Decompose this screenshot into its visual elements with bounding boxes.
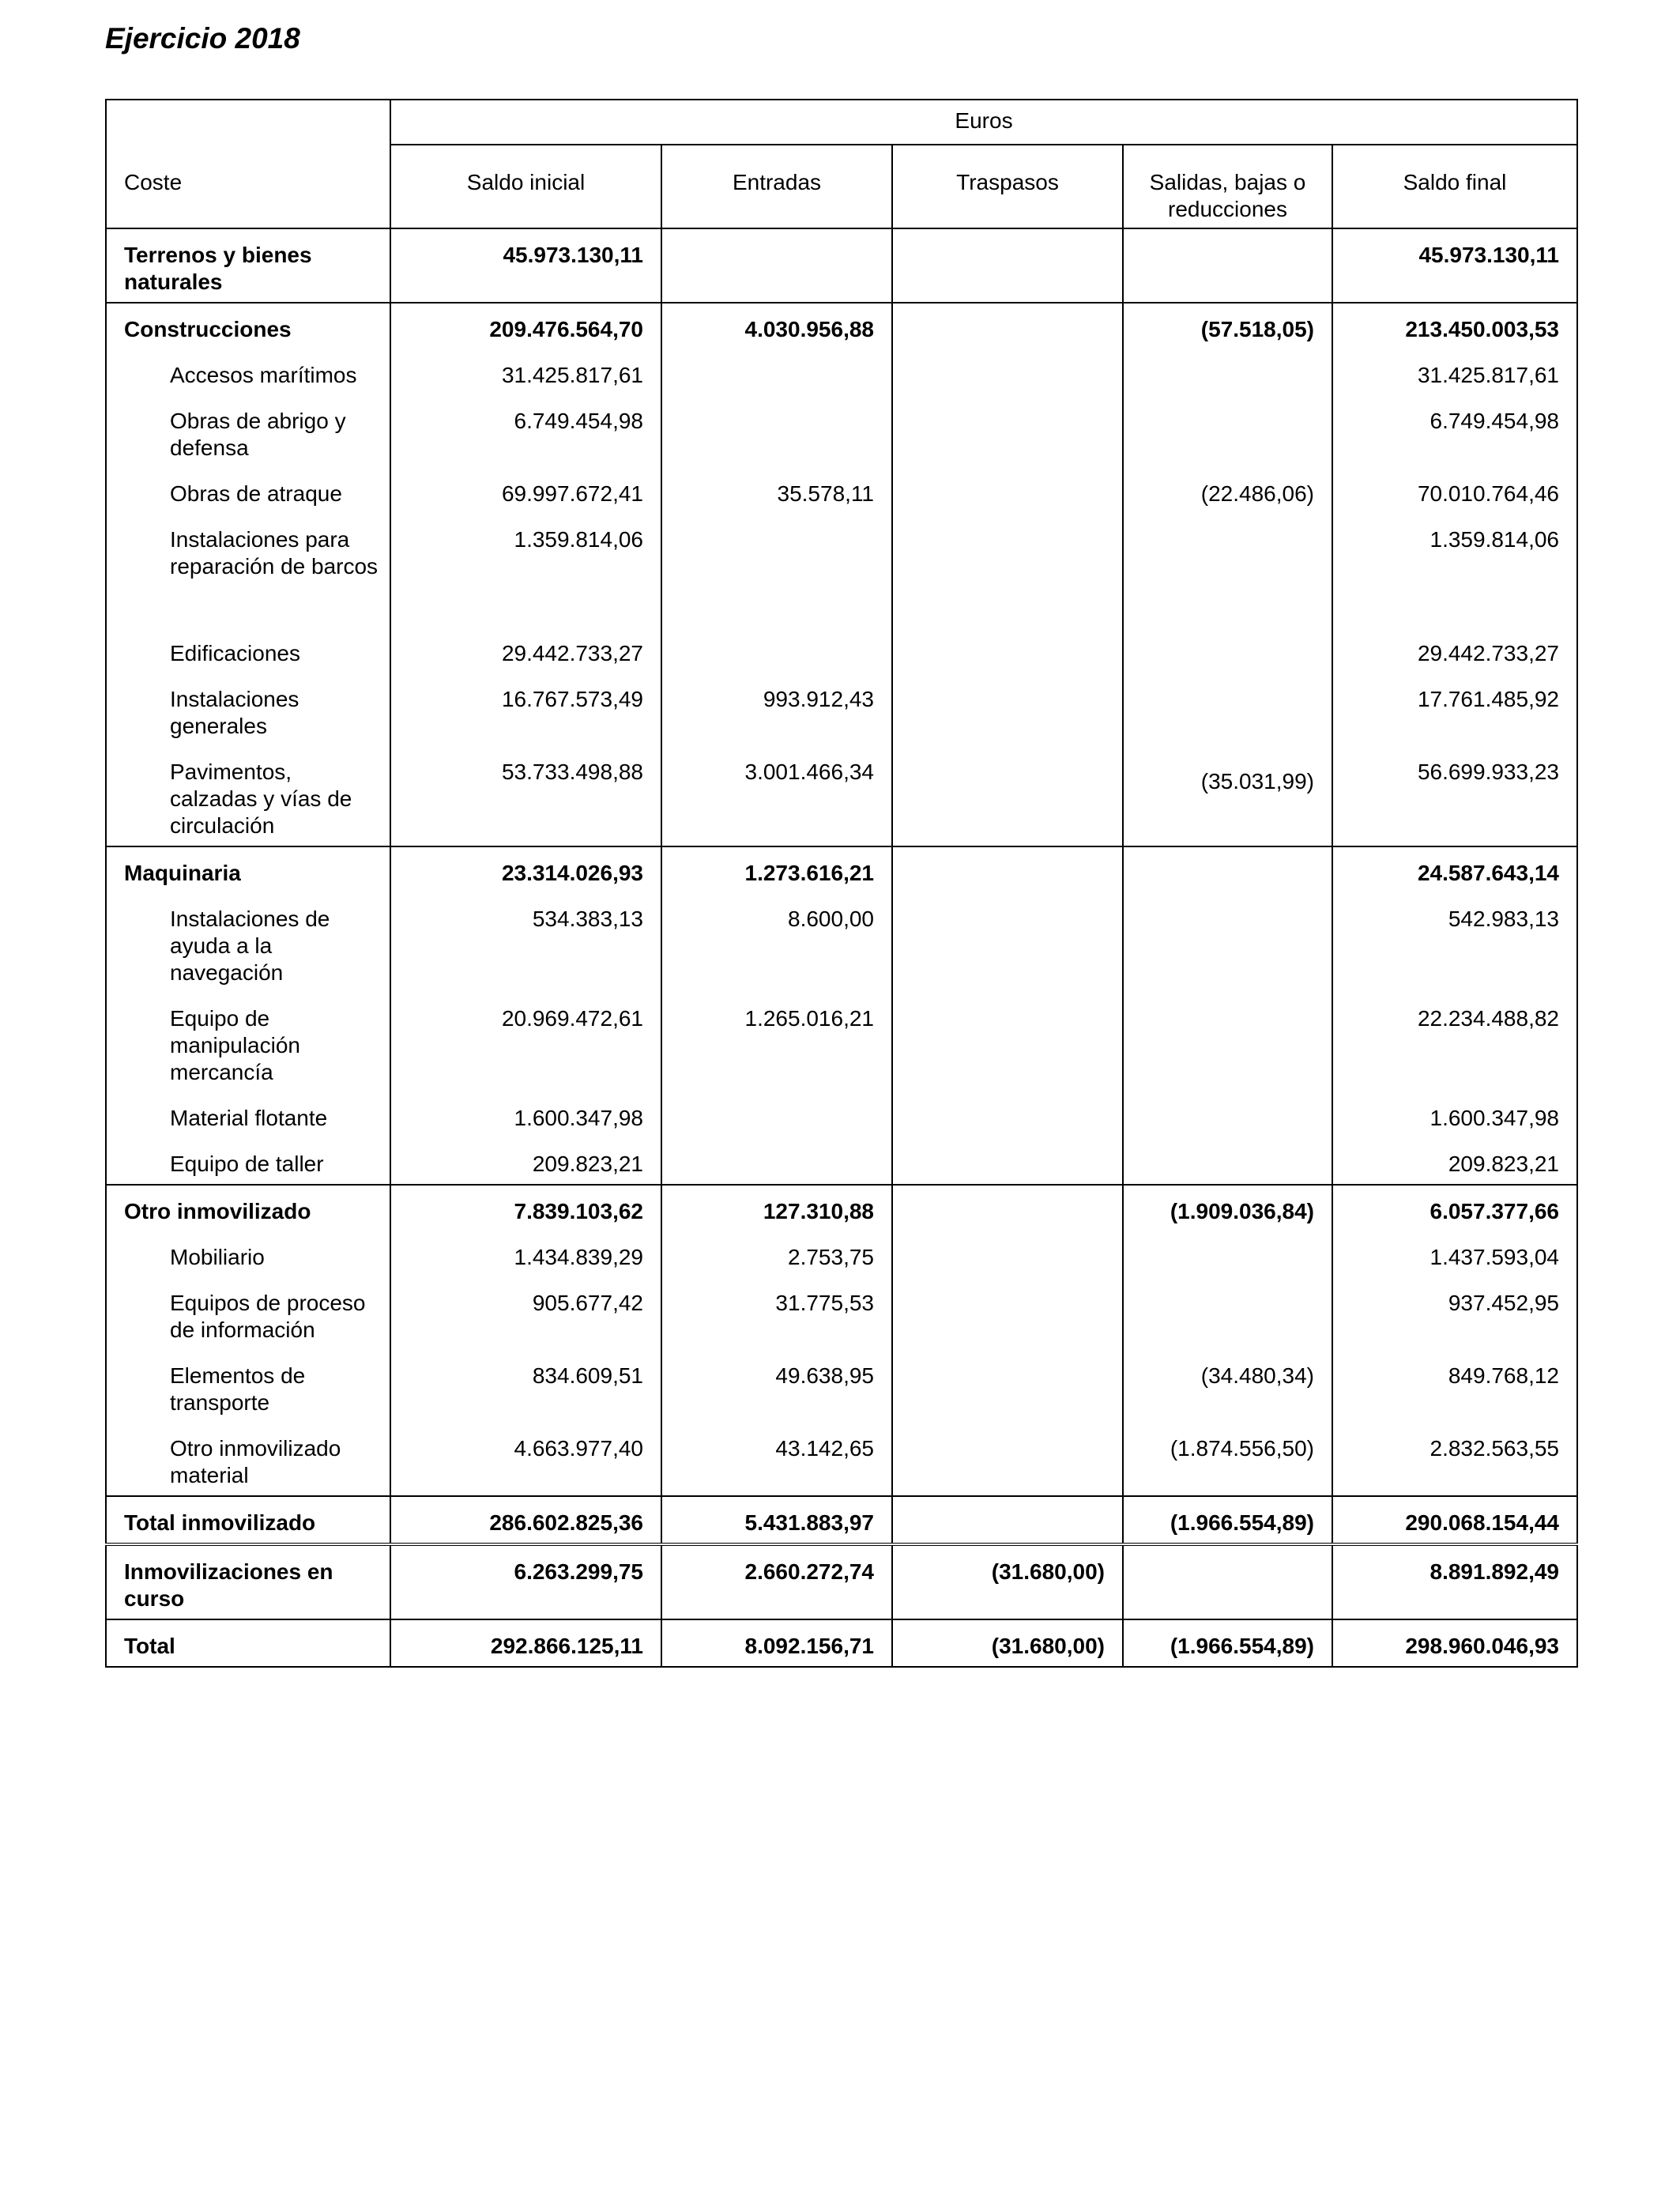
table-row — [106, 228, 1577, 303]
row-value: 4.663.977,40 — [390, 1423, 661, 1496]
row-value: 213.450.003,53 — [1332, 303, 1577, 349]
row-value: 45.973.130,11 — [390, 228, 661, 303]
row-value: 1.359.814,06 — [1332, 514, 1577, 628]
row-label: Obras de abrigo y defensa — [106, 395, 390, 468]
table-row — [106, 846, 1577, 893]
row-label: Elementos de transporte — [106, 1350, 390, 1423]
row-value: 286.602.825,36 — [390, 1496, 661, 1544]
row-value: 905.677,42 — [390, 1277, 661, 1350]
row-value — [892, 514, 1123, 628]
row-value — [892, 395, 1123, 468]
table-row — [106, 1496, 1577, 1544]
table-row — [106, 1231, 1577, 1277]
row-value: 1.265.016,21 — [661, 993, 892, 1092]
table-row — [106, 303, 1577, 349]
row-value — [1123, 893, 1332, 993]
table-row — [106, 673, 1577, 746]
row-value: 292.866.125,11 — [390, 1619, 661, 1667]
table-row — [106, 1277, 1577, 1350]
row-label: Edificaciones — [106, 628, 390, 673]
row-value — [892, 1350, 1123, 1423]
row-value — [1123, 1231, 1332, 1277]
row-value: 209.476.564,70 — [390, 303, 661, 349]
row-label: Instalaciones de ayuda a la navegación — [106, 893, 390, 993]
row-value — [1123, 673, 1332, 746]
table-row — [106, 993, 1577, 1092]
row-label: Inmovilizaciones en curso — [106, 1544, 390, 1619]
row-value: (1.874.556,50) — [1123, 1423, 1332, 1496]
col-header-traspasos: Traspasos — [892, 145, 1123, 228]
row-value: 5.431.883,97 — [661, 1496, 892, 1544]
row-value — [1123, 349, 1332, 395]
col-header-entradas: Entradas — [661, 145, 892, 228]
row-value — [661, 1138, 892, 1185]
row-value — [1123, 395, 1332, 468]
row-value — [892, 1423, 1123, 1496]
row-value: 1.600.347,98 — [1332, 1092, 1577, 1138]
row-label: Total — [106, 1619, 390, 1667]
row-value — [892, 746, 1123, 846]
row-value — [892, 1092, 1123, 1138]
row-value — [661, 228, 892, 303]
row-value — [1123, 846, 1332, 893]
table-row — [106, 1350, 1577, 1423]
row-value — [892, 468, 1123, 514]
table-row — [106, 349, 1577, 395]
row-label: Instalaciones generales — [106, 673, 390, 746]
row-value: 3.001.466,34 — [661, 746, 892, 846]
table-row — [106, 1544, 1577, 1619]
table-row — [106, 628, 1577, 673]
row-value: (57.518,05) — [1123, 303, 1332, 349]
table-row — [106, 1185, 1577, 1231]
row-label: Instalaciones para reparación de barcos — [106, 514, 390, 628]
row-value: 4.030.956,88 — [661, 303, 892, 349]
coste-header: Coste — [106, 100, 390, 228]
table-row — [106, 1619, 1577, 1667]
row-label: Total inmovilizado — [106, 1496, 390, 1544]
row-value: 6.749.454,98 — [390, 395, 661, 468]
row-value: 16.767.573,49 — [390, 673, 661, 746]
row-label: Accesos marítimos — [106, 349, 390, 395]
row-value — [892, 993, 1123, 1092]
row-label: Equipo de manipulación mercancía — [106, 993, 390, 1092]
row-value: 1.434.839,29 — [390, 1231, 661, 1277]
row-value — [892, 1231, 1123, 1277]
row-value: (22.486,06) — [1123, 468, 1332, 514]
row-value: 31.425.817,61 — [390, 349, 661, 395]
row-value: 2.660.272,74 — [661, 1544, 892, 1619]
row-label: Equipo de taller — [106, 1138, 390, 1185]
col-header-saldo-final: Saldo final — [1332, 145, 1577, 228]
row-value: 1.273.616,21 — [661, 846, 892, 893]
row-value: 2.753,75 — [661, 1231, 892, 1277]
row-value: (34.480,34) — [1123, 1350, 1332, 1423]
row-value: 29.442.733,27 — [390, 628, 661, 673]
row-value — [892, 846, 1123, 893]
row-value: 834.609,51 — [390, 1350, 661, 1423]
table-row — [106, 395, 1577, 468]
row-value: 69.997.672,41 — [390, 468, 661, 514]
col-header-saldo-inicial: Saldo inicial — [390, 145, 661, 228]
row-value: 8.600,00 — [661, 893, 892, 993]
page-title: Ejercicio 2018 — [105, 22, 300, 55]
row-value — [892, 349, 1123, 395]
row-value: 31.775,53 — [661, 1277, 892, 1350]
table-row — [106, 1092, 1577, 1138]
row-label: Construcciones — [106, 303, 390, 349]
row-value: 49.638,95 — [661, 1350, 892, 1423]
row-value — [1123, 514, 1332, 628]
row-value — [892, 673, 1123, 746]
row-label: Equipos de proceso de información — [106, 1277, 390, 1350]
row-value: 22.234.488,82 — [1332, 993, 1577, 1092]
row-value: 53.733.498,88 — [390, 746, 661, 846]
row-value — [1123, 228, 1332, 303]
row-value — [661, 628, 892, 673]
row-value: 2.832.563,55 — [1332, 1423, 1577, 1496]
row-value: 209.823,21 — [390, 1138, 661, 1185]
row-value — [1123, 1092, 1332, 1138]
row-value: 35.578,11 — [661, 468, 892, 514]
row-value: 17.761.485,92 — [1332, 673, 1577, 746]
row-value — [892, 628, 1123, 673]
row-label: Mobiliario — [106, 1231, 390, 1277]
row-value — [661, 1092, 892, 1138]
row-value: 45.973.130,11 — [1332, 228, 1577, 303]
row-value — [1123, 1138, 1332, 1185]
row-label: Maquinaria — [106, 846, 390, 893]
row-value — [892, 1138, 1123, 1185]
row-value: 298.960.046,93 — [1332, 1619, 1577, 1667]
row-value — [661, 349, 892, 395]
table-row — [106, 893, 1577, 993]
row-label: Terrenos y bienes naturales — [106, 228, 390, 303]
row-value — [1123, 628, 1332, 673]
row-value: (1.909.036,84) — [1123, 1185, 1332, 1231]
table-row — [106, 468, 1577, 514]
fixed-assets-table — [105, 99, 1578, 1668]
row-value — [892, 303, 1123, 349]
row-value: 23.314.026,93 — [390, 846, 661, 893]
row-value: 20.969.472,61 — [390, 993, 661, 1092]
row-value: 8.092.156,71 — [661, 1619, 892, 1667]
row-value: 1.600.347,98 — [390, 1092, 661, 1138]
row-value: 8.891.892,49 — [1332, 1544, 1577, 1619]
currency-header: Euros — [390, 100, 1577, 145]
row-value: 534.383,13 — [390, 893, 661, 993]
row-value — [1123, 1544, 1332, 1619]
row-label: Pavimentos, calzadas y vías de circulación — [106, 746, 390, 846]
row-value: 29.442.733,27 — [1332, 628, 1577, 673]
row-value: 56.699.933,23 — [1332, 746, 1577, 846]
row-value: 127.310,88 — [661, 1185, 892, 1231]
row-value: 209.823,21 — [1332, 1138, 1577, 1185]
row-value: 290.068.154,44 — [1332, 1496, 1577, 1544]
row-value — [661, 395, 892, 468]
row-value: 849.768,12 — [1332, 1350, 1577, 1423]
row-label: Obras de atraque — [106, 468, 390, 514]
row-value: 6.057.377,66 — [1332, 1185, 1577, 1231]
row-value — [892, 228, 1123, 303]
row-label: Otro inmovilizado — [106, 1185, 390, 1231]
row-value — [892, 1277, 1123, 1350]
row-value — [892, 1185, 1123, 1231]
row-value: 542.983,13 — [1332, 893, 1577, 993]
row-value — [1123, 1277, 1332, 1350]
row-value: 993.912,43 — [661, 673, 892, 746]
table-row — [106, 746, 1577, 846]
row-value: (1.966.554,89) — [1123, 1496, 1332, 1544]
row-value: 6.749.454,98 — [1332, 395, 1577, 468]
table-row — [106, 1138, 1577, 1185]
row-value — [1123, 993, 1332, 1092]
row-value: (31.680,00) — [892, 1619, 1123, 1667]
row-value: (1.966.554,89) — [1123, 1619, 1332, 1667]
row-value: 70.010.764,46 — [1332, 468, 1577, 514]
row-value: 7.839.103,62 — [390, 1185, 661, 1231]
row-value: 6.263.299,75 — [390, 1544, 661, 1619]
row-value: 1.437.593,04 — [1332, 1231, 1577, 1277]
row-label: Material flotante — [106, 1092, 390, 1138]
row-value: 31.425.817,61 — [1332, 349, 1577, 395]
row-value: 937.452,95 — [1332, 1277, 1577, 1350]
table-row — [106, 514, 1577, 628]
row-value: 24.587.643,14 — [1332, 846, 1577, 893]
row-value: 1.359.814,06 — [390, 514, 661, 628]
row-value: (31.680,00) — [892, 1544, 1123, 1619]
row-value: 43.142,65 — [661, 1423, 892, 1496]
row-label: Otro inmovilizado material — [106, 1423, 390, 1496]
row-value — [892, 893, 1123, 993]
row-value: (35.031,99) — [1123, 746, 1332, 846]
col-header-salidas: Salidas, bajas o reducciones — [1123, 145, 1332, 228]
row-value — [661, 514, 892, 628]
table-row — [106, 1423, 1577, 1496]
row-value — [892, 1496, 1123, 1544]
